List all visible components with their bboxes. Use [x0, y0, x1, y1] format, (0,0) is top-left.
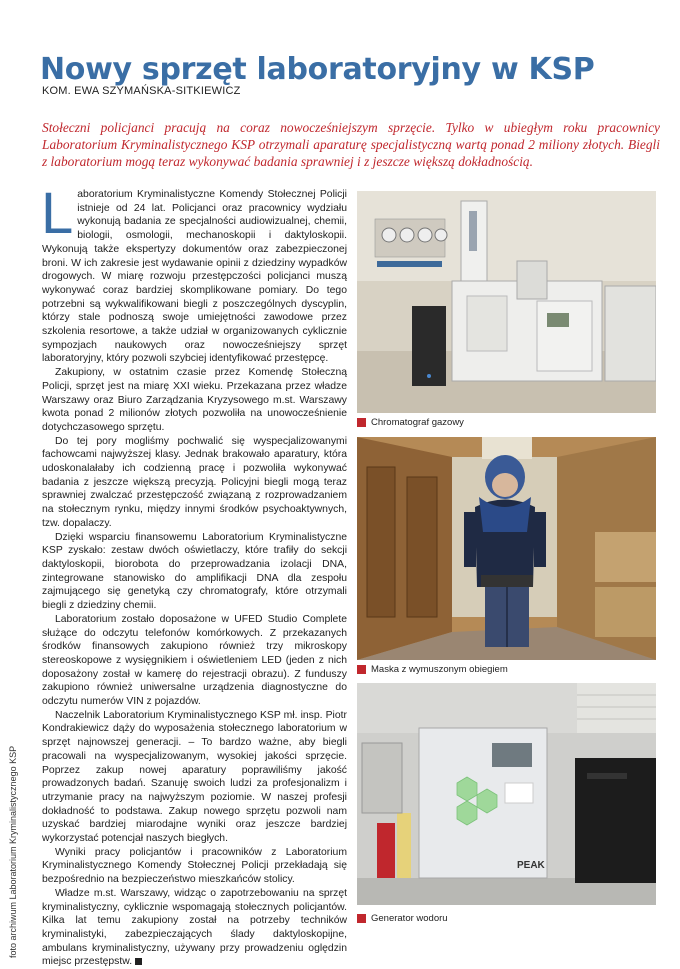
article-lead: Stołeczni policjanci pracują na coraz nowocześniejszym sprzęcie. Tylko w ubiegłym roku pracownicy Laboratorium Kryminalistycznego KSP otrzymali aparaturę specjalistyczną wartą ponad 2 miliony złotych. Biegli z laboratorium mogą teraz wykonywać badania sprawniej i z jeszcze większą dokładnością. [42, 120, 660, 169]
article-title: Nowy sprzęt laboratoryjny w KSP [40, 52, 595, 88]
paragraph: Naczelnik Laboratorium Kryminalistycznego KSP mł. insp. Piotr Kondrakiewicz dąży do wyposażenia stołecznego laboratorium w sprzęt najnowszej generacji. – To bardzo ważne, aby biegli pracowali na wyspecjalizowanym, wysokiej jakości sprzęcie. Poprzez zakup nowej aparatury poprawiliśmy jakość prowadzonych badań. Szanuję swoich ludzi za profesjonalizm i utrzymanie pracy na najwyższym poziomie. W naszej profesji dokładność to podstawa. Zakup nowego sprzętu pozwoli nam uzyskać bardziej miarodajne wyniki oraz jeszcze bardziej wykorzystać potencjał naszych biegłych. [42, 709, 347, 845]
paragraph: Laboratorium Kryminalistyczne Komendy Stołecznej Policji istnieje od 24 lat. Policjanci oraz pracownicy wydziału wykonują badania ze specjalności audiowizualnej, chemii, biologii, osmologii, mechanoskopii i daktyloskopii. Wykonują także ekspertyzy dokumentów oraz zabezpieczonej broni. W ich zakresie jest wydawanie opinii z dziedziny wypadków drogowych. W miarę rozwoju przestępczości policjanci muszą wykonywać coraz bardziej skomplikowane pomiary. Do tego potrzebni są wykwalifikowani biegli z poszczególnych dyscyplin, którzy stale podnoszą swoje umiejętności zawodowe przez szkolenia resortowe, a także udział w organizowanych cyklicznie sympozjach naukowych oraz nowocześniejszy sprzęt laboratoryjny, który pozwoli szybciej identyfikować przestępcę. [41, 181, 347, 365]
peak-brand-label: PEAK [517, 860, 545, 871]
paragraph: Laboratorium zostało doposażone w UFED Studio Complete służące do odczytu telefonów komórkowych. Z przekazanych środków finansowych zakupiono również trzy mikroskopy stereoskopowe z wysięgnikiem i oświetleniem LED (jeden z nich doposażony został w kamerę do rejestracji obrazu). Z funduszy zakupiono również uniwersalne urządzenia diagnostyczne do odczytu numerów VIN z pojazdów. [42, 613, 347, 708]
caption-marker-icon [357, 418, 366, 427]
caption-marker-icon [357, 665, 366, 674]
paragraph: Zakupiony, w ostatnim czasie przez Komendę Stołeczną Policji, sprzęt jest na miarę XXI wieku. Przekazana przez władze Warszawy oraz Biuro Zarządzania Kryzysowego m.st. Warszawy kwota ponad 2 milionów złotych pozwoliła na unowocześnienie dotychczasowego sprzętu. [42, 367, 347, 433]
paragraph: Do tej pory mogliśmy pochwalić się wyspecjalizowanymi fachowcami najwyższej klasy. Jednak brakowało aparatury, która udoskonalałaby ich codzienną pracę i pozwoliła wykonywać badania z jeszcze większą precyzją. Policyjni biegli mogą teraz sprawniej zwalczać przestępczość związaną z rozprowadzaniem na stołecznym rynku, między innymi środków psychoaktywnych, tzw. dopalaczy. [42, 435, 347, 529]
photo-mask [357, 437, 656, 660]
article-body [41, 181, 347, 969]
photo-chromatograph [357, 191, 656, 413]
caption-hydrogen-generator: Generator wodoru [357, 913, 448, 924]
paragraph: Wyniki pracy policjantów i pracowników z Laboratorium Kryminalistycznego Komendy Stołecznej Policji przekładają się bezpośrednio na bezpieczeństwo mieszkańców stolicy. [42, 846, 347, 886]
author-byline: KOM. EWA SZYMAŃSKA-SITKIEWICZ [42, 85, 241, 97]
caption-chromatograph: Chromatograf gazowy [357, 417, 464, 428]
paragraph: Władze m.st. Warszawy, widząc o zapotrzebowaniu na sprzęt kryminalistyczny, cyklicznie wspomagają stołecznych policjantów. Kilka lat temu zakupiony został na potrzeby techników kryminalistyki, zabezpieczających ślady daktyloskopijne, ambulans kryminalistyczny, używany przy prowadzeniu oględzin miejsc przestępstw. [42, 887, 347, 968]
caption-marker-icon [357, 914, 366, 923]
caption-mask: Maska z wymuszonym obiegiem [357, 664, 508, 675]
drop-cap: L [41, 181, 74, 246]
photo-credit: foto archiwum Laboratorium Kryminalistycznego KSP [8, 745, 18, 958]
paragraph: Dzięki wsparciu finansowemu Laboratorium Kryminalistyczne KSP zyskało: zestaw dwóch oświetlaczy, które trafiły do sekcji daktyloskopii, biorobota do przeprowadzania izolacji DNA, zintegrowane stanowisko do amplifikacji DNA dla zespołu zajmującego się genetyką czy chromatografy, które otrzymali biegli z dziedziny chemii. [42, 531, 347, 612]
photo-hydrogen-generator [357, 683, 656, 905]
